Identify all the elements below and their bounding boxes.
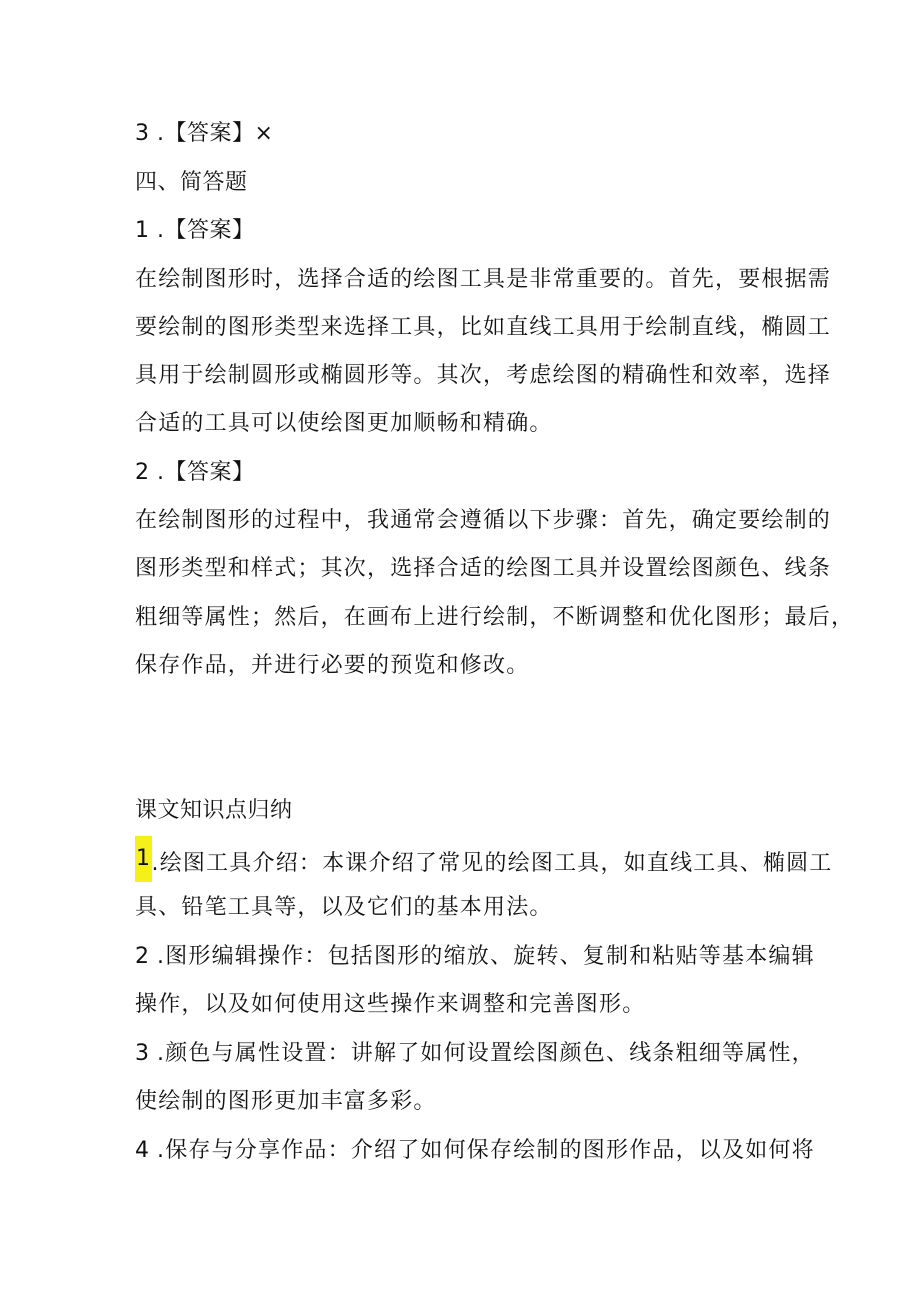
summary-item-1-text-line: 具、铅笔工具等，以及它们的基本用法。: [135, 895, 553, 920]
answer-1-text-line: 要绘制的图形类型来选择工具，比如直线工具用于绘制直线，椭圆工: [135, 315, 832, 340]
summary-item-1-text: .绘图工具介绍：本课介绍了常见的绘图工具，如直线工具、椭圆工: [151, 851, 833, 876]
answer-1-text-line: 合适的工具可以使绘图更加顺畅和精确。: [135, 411, 553, 436]
summary-item-2-number: 2: [135, 944, 150, 969]
summary-item-3-number: 3: [135, 1041, 150, 1066]
answer-1-text-line: 具用于绘制圆形或椭圆形等。其次，考虑绘图的精确性和效率，选择: [135, 363, 832, 388]
summary-item-4-line: [135, 1137, 815, 1165]
answer-2-text-line: 在绘制图形的过程中，我通常会遵循以下步骤：首先，确定要绘制的: [135, 508, 832, 533]
summary-item-1-line: [135, 846, 833, 882]
summary-item-3-text-line: 使绘制的图形更加丰富多彩。: [135, 1089, 437, 1114]
answer-2-text-line: 保存作品，并进行必要的预览和修改。: [135, 653, 530, 678]
answer-2-text-line: 粗细等属性；然后，在画布上进行绘制，不断调整和优化图形；最后，: [135, 605, 855, 630]
answer-2-label: 2 .【答案】: [135, 460, 255, 485]
summary-item-3-line: [135, 1040, 815, 1068]
summary-item-2-text-line: 操作，以及如何使用这些操作来调整和完善图形。: [135, 992, 646, 1017]
summary-item-4-number: 4: [135, 1138, 150, 1163]
summary-heading: 课文知识点归纳: [135, 798, 293, 823]
answer-2-text-line: 图形类型和样式；其次，选择合适的绘图工具并设置绘图颜色、线条: [135, 556, 832, 581]
answer-1-text-line: 在绘制图形时，选择合适的绘图工具是非常重要的。首先，要根据需: [135, 267, 832, 292]
answer-1-label: 1 .【答案】: [135, 218, 255, 243]
summary-item-2-text: .图形编辑操作：包括图形的缩放、旋转、复制和粘贴等基本编辑: [157, 944, 815, 969]
section-heading-short-answer: 四、简答题: [135, 170, 248, 195]
answer-3-line: 3 .【答案】×: [135, 121, 274, 146]
highlighted-number-1: 1: [135, 836, 152, 882]
summary-item-4-text: .保存与分享作品：介绍了如何保存绘制的图形作品，以及如何将: [157, 1138, 815, 1163]
summary-item-2-line: [135, 943, 815, 971]
summary-item-3-text: .颜色与属性设置：讲解了如何设置绘图颜色、线条粗细等属性，: [157, 1041, 815, 1066]
